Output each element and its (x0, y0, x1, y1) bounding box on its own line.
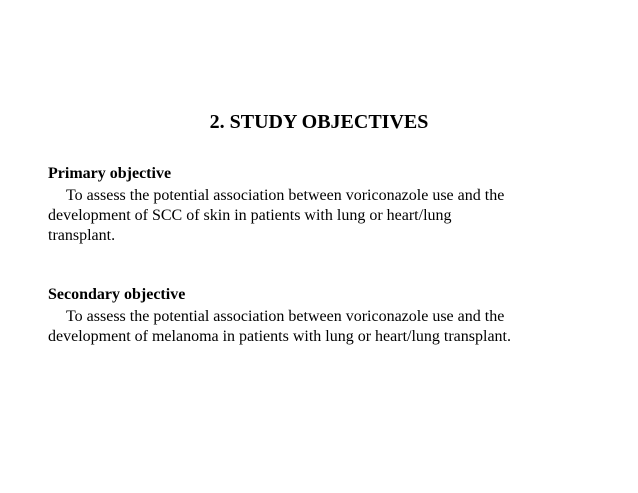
secondary-objective-heading: Secondary objective (48, 286, 186, 303)
primary-objective-section (48, 163, 608, 246)
secondary-objective-section (48, 284, 608, 347)
primary-objective-text: To assess the potential association between voriconazole use and the development of SCC of skin in patients with lung or heart/lung transplant. (48, 187, 505, 244)
primary-objective-heading: Primary objective (48, 165, 172, 182)
slide-title: 2. STUDY OBJECTIVES (209, 111, 429, 133)
secondary-objective-text: To assess the potential association between voriconazole use and the development of melanoma in patients with lung or heart/lung transplant. (48, 308, 511, 345)
